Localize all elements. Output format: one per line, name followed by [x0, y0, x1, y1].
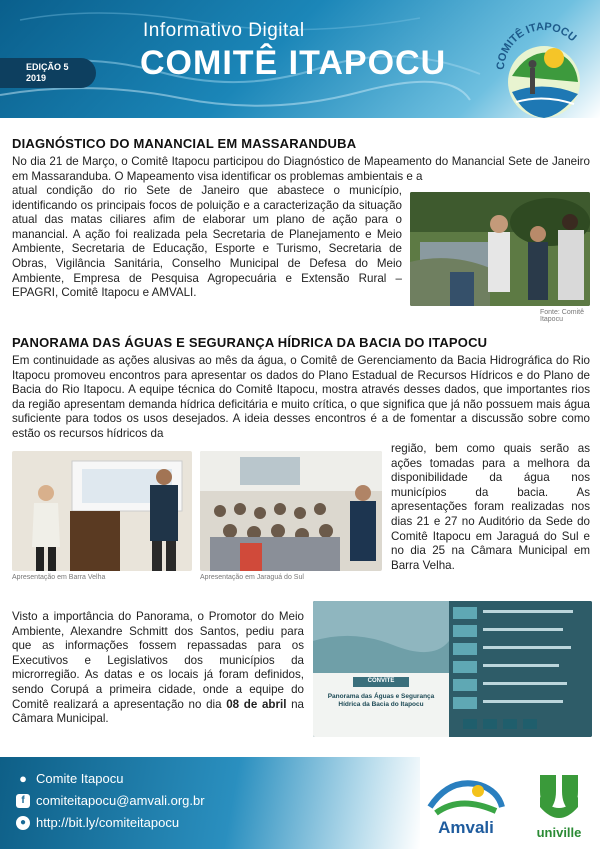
globe-icon: ●	[16, 816, 30, 830]
photo-barra-velha	[12, 451, 192, 571]
footer-email[interactable]: comiteitapocu@amvali.org.br	[36, 793, 205, 808]
edition-badge	[0, 58, 96, 88]
edition-label: EDIÇÃO 5	[26, 62, 69, 72]
photo-caption-massaranduba: Fonte: Comitê Itapocu	[540, 309, 584, 323]
amvali-text: Amvali	[438, 818, 494, 837]
section2-paragraph-top: Em continuidade as ações alusivas ao mês da água, o Comitê de Gerenciamento da Bacia Hidrográfica do Rio Itapocu promoveu encontros para apresentar os dados do Plano Estadual de Recursos Hídricos e do Plano de Bacia do Rio Itapocu. A equipe técnica do Comitê Itapocu, mostra através desses dados, que importantes rios da região apresentam demanda hídrica deficitária e muito crítica, o que significa que já não possuem mais água suficiente para todos os usos desejados. A ideia desses encontros é a de fomentar a discussão sobre como estão os recursos hídricos da	[12, 354, 590, 440]
univille-text: univille	[536, 825, 582, 840]
edition-year: 2019	[26, 73, 47, 83]
photo-massaranduba	[410, 192, 590, 306]
header-banner	[0, 0, 600, 118]
section2-paragraph-wrap: região, bem como quais serão as ações tomadas para a melhora da disponibilidade da água nos municípios da bacia. As apresentações foram realizadas nos dias 21 e 27 no Auditório da Sede do Comitê Itapocu em Jaraguá do Sul e no dia 25 na Câmara Municipal em Barra Velha.	[391, 442, 590, 572]
footer-brand: Comite Itapocu	[36, 771, 124, 786]
section3-text: Visto a importância do Panorama, o Promotor do Meio Ambiente, Alexandre Schmitt dos Santos, pediu para que as informações fossem repassadas para os Executivos e Legislativos dos municípios da microrregião. As datas e os locais já foram definidos, sendo Corupá a primeira cidade, onde a equipe do Comitê realizará a apresentação no dia	[12, 610, 304, 711]
invite-flyer	[313, 601, 592, 737]
newsletter-subtitle: Informativo Digital	[143, 20, 305, 41]
photo-caption-barra-velha: Apresentação em Barra Velha	[12, 574, 106, 581]
section3-text-end: na Câmara Municipal.	[12, 697, 304, 726]
photo-caption-jaragua: Apresentação em Jaraguá do Sul	[200, 574, 304, 581]
facebook-icon: f	[16, 794, 30, 808]
logo-text: COMITÊ ITAPOCU	[494, 20, 579, 71]
section-title-diagnostico: DIAGNÓSTICO DO MANANCIAL EM MASSARANDUBA	[12, 136, 357, 151]
comite-itapocu-logo	[490, 6, 594, 118]
footer-facebook-row[interactable]	[16, 793, 205, 808]
footer-link[interactable]: http://bit.ly/comiteitapocu	[36, 815, 180, 830]
footer-brand-row	[16, 771, 123, 786]
invite-title: Panorama das Águas e Segurança Hídrica da Bacia do Itapocu	[327, 693, 435, 708]
univille-logo	[526, 767, 592, 845]
invite-label: CONVITE	[367, 678, 395, 684]
footer-link-row[interactable]	[16, 815, 179, 830]
section1-paragraph-top: No dia 21 de Março, o Comitê Itapocu participou do Diagnóstico de Mapeamento do Manancial Sete de Janeiro em Massaranduba. O Mapeamento visa identificar os problemas ambientais e a	[12, 155, 590, 183]
location-pin-icon: ●	[19, 771, 27, 786]
photo-jaragua-do-sul	[200, 451, 382, 571]
section3-date: 08 de abril	[226, 697, 287, 711]
newsletter-title: COMITÊ ITAPOCU	[140, 44, 447, 82]
amvali-logo	[420, 767, 512, 845]
footer	[0, 757, 600, 849]
section1-paragraph-wrap: atual condição do rio Sete de Janeiro que abastece o município, identificando os principais focos de poluição e a caracterização da situação atual das matas ciliares afim de elaborar um plano de ação para o manancial. A ação foi realizada pela Secretaria de Planejamento e Meio Ambiente, Secretaria de Educação, Esporte e Turismo, Secretaria de Obras, Vigilância Sanitária, Conselho Municipal de Defesa do Meio Ambiente, Empresa de Pesquisa Agropecuária e Extensão Rural – EPAGRI, Comitê Itapocu e AMVALI.	[12, 184, 402, 300]
section-title-panorama: PANORAMA DAS ÁGUAS E SEGURANÇA HÍDRICA DA BACIA DO ITAPOCU	[12, 335, 488, 350]
section3-paragraph	[12, 610, 304, 727]
